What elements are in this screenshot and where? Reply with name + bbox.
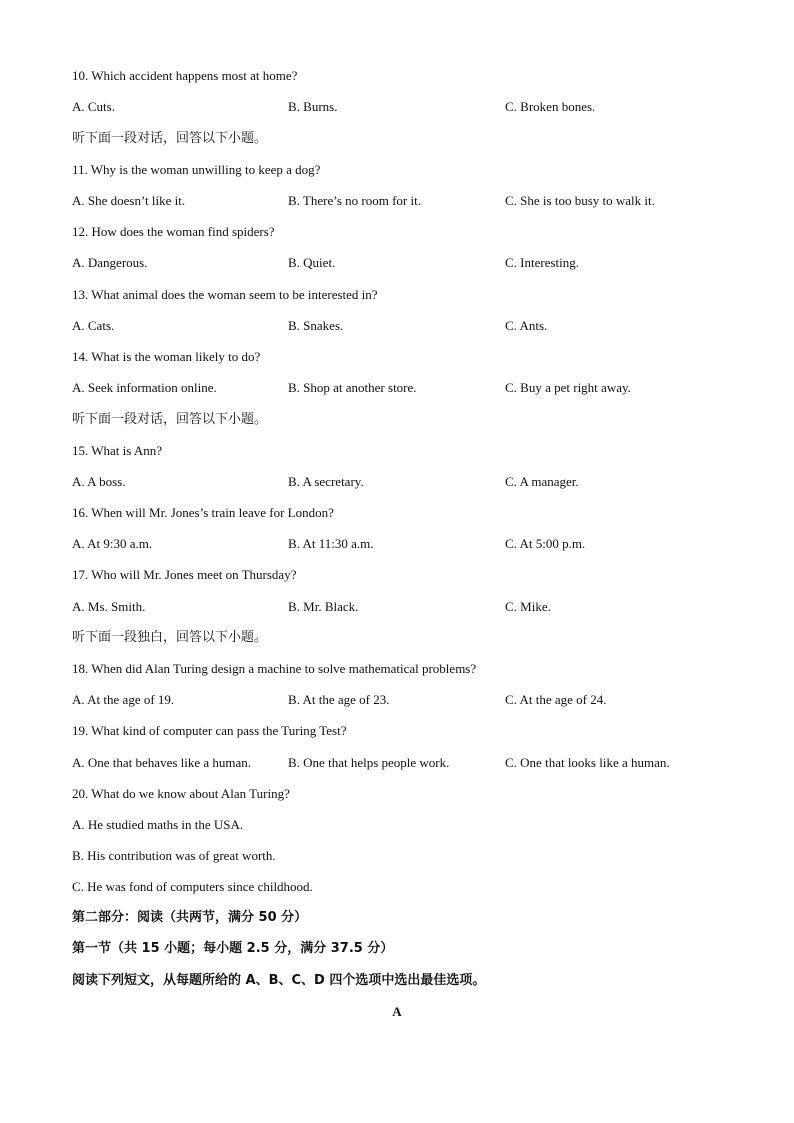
option-c: C. Mike.: [505, 599, 551, 614]
option-c: C. Interesting.: [505, 255, 580, 270]
option-a: A. He studied maths in the USA.: [72, 817, 244, 832]
reading-directions: 阅读下列短文，从每题所给的 A、B、C、D 四个选项中选出最佳选项。: [72, 973, 486, 988]
option-a: A. Cats.: [72, 318, 115, 333]
passage-label: A: [392, 1004, 402, 1019]
question-11: 11. Why is the woman unwilling to keep a dog?: [72, 162, 321, 177]
question-12: 12. How does the woman find spiders?: [72, 224, 275, 239]
option-b: B. Shop at another store.: [288, 380, 417, 395]
options-14: [72, 379, 732, 397]
option-c: C. One that looks like a human.: [505, 755, 670, 770]
question-14: 14. What is the woman likely to do?: [72, 349, 261, 364]
question-16: 16. When will Mr. Jones’s train leave for London?: [72, 505, 334, 520]
option-b: B. Mr. Black.: [288, 599, 359, 614]
question-19: 19. What kind of computer can pass the Turing Test?: [72, 723, 347, 738]
options-11: [72, 192, 732, 210]
options-15: [72, 473, 732, 491]
option-b: B. His contribution was of great worth.: [72, 848, 276, 863]
option-a: A. Dangerous.: [72, 255, 148, 270]
instruction-dialogue: 听下面一段对话，回答以下小题。: [72, 131, 268, 146]
option-c: C. At the age of 24.: [505, 692, 607, 707]
option-c: C. He was fond of computers since childhood.: [72, 879, 313, 894]
question-17: 17. Who will Mr. Jones meet on Thursday?: [72, 567, 297, 582]
option-a: A. At 9:30 a.m.: [72, 536, 153, 551]
question-13: 13. What animal does the woman seem to be interested in?: [72, 287, 378, 302]
question-10: 10. Which accident happens most at home?: [72, 68, 298, 83]
option-c: C. A manager.: [505, 474, 579, 489]
options-18: [72, 691, 732, 709]
option-b: B. There’s no room for it.: [288, 193, 421, 208]
option-a: A. Seek information online.: [72, 380, 217, 395]
option-c: C. Broken bones.: [505, 99, 596, 114]
option-b: B. At the age of 23.: [288, 692, 390, 707]
option-b: B. Quiet.: [288, 255, 336, 270]
instruction-dialogue: 听下面一段对话，回答以下小题。: [72, 412, 268, 427]
options-19: [72, 754, 732, 772]
options-17: [72, 598, 732, 616]
option-b: B. Burns.: [288, 99, 338, 114]
instruction-monologue: 听下面一段独白，回答以下小题。: [72, 630, 268, 645]
option-c: C. She is too busy to walk it.: [505, 193, 655, 208]
option-a: A. Cuts.: [72, 99, 115, 114]
part-two-title: 第二部分：阅读（共两节，满分 50 分）: [72, 910, 308, 925]
option-a: A. She doesn’t like it.: [72, 193, 186, 208]
options-16: [72, 535, 732, 553]
option-b: B. A secretary.: [288, 474, 364, 489]
option-a: A. A boss.: [72, 474, 126, 489]
option-c: C. Ants.: [505, 318, 548, 333]
option-b: B. Snakes.: [288, 318, 344, 333]
option-a: A. One that behaves like a human.: [72, 755, 252, 770]
question-15: 15. What is Ann?: [72, 443, 163, 458]
option-c: C. At 5:00 p.m.: [505, 536, 586, 551]
question-18: 18. When did Alan Turing design a machine to solve mathematical problems?: [72, 661, 477, 676]
section-one-heading: 第一节（共 15 小题；每小题 2.5 分，满分 37.5 分）: [72, 941, 394, 956]
option-a: A. At the age of 19.: [72, 692, 175, 707]
options-12: [72, 254, 732, 272]
option-a: A. Ms. Smith.: [72, 599, 146, 614]
options-10: [72, 98, 732, 116]
option-b: B. At 11:30 a.m.: [288, 536, 374, 551]
options-13: [72, 317, 732, 335]
question-20: 20. What do we know about Alan Turing?: [72, 786, 290, 801]
option-c: C. Buy a pet right away.: [505, 380, 631, 395]
option-b: B. One that helps people work.: [288, 755, 450, 770]
